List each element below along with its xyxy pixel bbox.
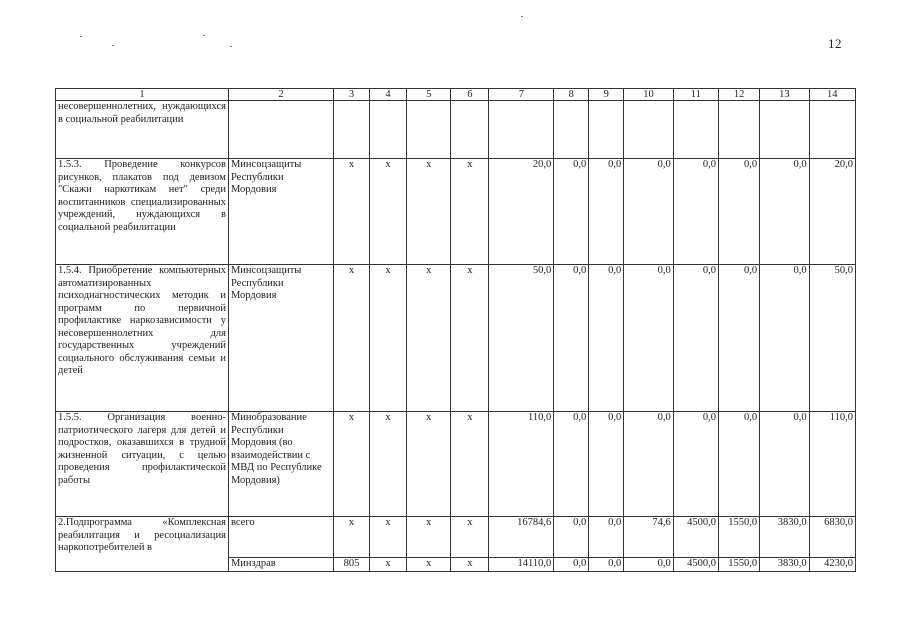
executor: всего <box>228 517 333 558</box>
table-cell <box>624 101 673 159</box>
col-header: 5 <box>407 89 451 101</box>
table-cell: 14110,0 <box>489 558 554 572</box>
col-header: 12 <box>719 89 760 101</box>
table-cell: х <box>451 265 489 412</box>
table-cell: 0,0 <box>554 159 589 265</box>
table-cell: 0,0 <box>719 265 760 412</box>
executor: Минздрав <box>228 558 333 572</box>
table-cell: 0,0 <box>760 159 809 265</box>
budget-table <box>55 88 856 572</box>
table-cell: 0,0 <box>760 412 809 517</box>
table-cell <box>370 101 407 159</box>
scan-speck <box>230 46 232 47</box>
table-cell: 0,0 <box>624 159 673 265</box>
table-cell <box>809 101 855 159</box>
table-cell: 0,0 <box>589 159 624 265</box>
table-cell: х <box>407 517 451 558</box>
table-cell: 0,0 <box>589 265 624 412</box>
col-header: 13 <box>760 89 809 101</box>
table-cell: 50,0 <box>489 265 554 412</box>
table-cell: 0,0 <box>624 412 673 517</box>
table-row <box>56 517 856 558</box>
table-cell: х <box>333 517 369 558</box>
table-cell <box>451 101 489 159</box>
scan-speck <box>112 45 114 46</box>
table-cell <box>760 101 809 159</box>
table-cell: 805 <box>333 558 369 572</box>
table-cell: 20,0 <box>809 159 855 265</box>
table-cell: 0,0 <box>624 558 673 572</box>
table-cell <box>554 101 589 159</box>
table-cell <box>589 101 624 159</box>
table-cell: 0,0 <box>589 558 624 572</box>
table-row <box>56 412 856 517</box>
table-cell: 0,0 <box>760 265 809 412</box>
table-cell: 0,0 <box>554 517 589 558</box>
table-cell: 0,0 <box>624 265 673 412</box>
table-cell: 0,0 <box>554 265 589 412</box>
col-header: 6 <box>451 89 489 101</box>
table-cell: х <box>370 159 407 265</box>
table-cell: 3830,0 <box>760 558 809 572</box>
table-cell: х <box>407 412 451 517</box>
table-row <box>56 159 856 265</box>
table-cell: 1550,0 <box>719 517 760 558</box>
table-cell <box>673 101 718 159</box>
table-cell: х <box>370 517 407 558</box>
table-cell: х <box>451 159 489 265</box>
col-header: 2 <box>228 89 333 101</box>
col-header: 4 <box>370 89 407 101</box>
measure-description: несовершеннолетних, нуждающихся в социальной реабилитации <box>56 101 229 159</box>
col-header: 9 <box>589 89 624 101</box>
table-cell <box>333 101 369 159</box>
table-cell: 4500,0 <box>673 558 718 572</box>
col-header: 1 <box>56 89 229 101</box>
executor: Минобразование Республики Мордовия (во взаимодействии с МВД по Республике Мордовия) <box>228 412 333 517</box>
col-header: 10 <box>624 89 673 101</box>
executor: Минсоцзащиты Республики Мордовия <box>228 159 333 265</box>
table-cell: х <box>370 265 407 412</box>
executor <box>228 101 333 159</box>
table-cell: х <box>370 558 407 572</box>
table-cell: 0,0 <box>554 558 589 572</box>
scan-speck <box>80 36 82 37</box>
table-row <box>56 101 856 159</box>
table-cell: х <box>407 558 451 572</box>
table-cell <box>489 101 554 159</box>
header-row <box>56 89 856 101</box>
executor: Минсоцзащиты Республики Мордовия <box>228 265 333 412</box>
col-header: 11 <box>673 89 718 101</box>
table-cell: х <box>451 558 489 572</box>
table-cell: х <box>407 265 451 412</box>
table-cell: 0,0 <box>719 412 760 517</box>
table-cell: х <box>451 517 489 558</box>
table-cell: х <box>370 412 407 517</box>
table-cell: х <box>333 159 369 265</box>
scan-speck <box>203 35 205 36</box>
measure-description: 1.5.3. Проведение конкурсов рисунков, плакатов под девизом "Скажи наркотикам нет" среди воспитанников специализированных учреждений, нуждающихся в социальной реабилитации <box>56 159 229 265</box>
page-number: 12 <box>828 36 842 51</box>
table-cell: х <box>333 265 369 412</box>
table-cell: 0,0 <box>673 412 718 517</box>
col-header: 14 <box>809 89 855 101</box>
table-cell: 0,0 <box>554 412 589 517</box>
table-cell: х <box>333 412 369 517</box>
table-cell: 4230,0 <box>809 558 855 572</box>
table-cell: 0,0 <box>589 412 624 517</box>
table-cell: 0,0 <box>673 265 718 412</box>
measure-description: 1.5.5. Организация военно-патриотического лагеря для детей и подростков, оказавшихся в трудной жизненной ситуации, с целью проведения профилактической работы <box>56 412 229 517</box>
table-cell: 0,0 <box>589 517 624 558</box>
col-header: 8 <box>554 89 589 101</box>
scan-speck <box>521 16 523 17</box>
table-cell <box>719 101 760 159</box>
subprogram-description: 2.Подпрограмма «Комплексная реабилитация и ресоциализация наркопотребителей в <box>56 517 229 572</box>
table-cell <box>407 101 451 159</box>
table-cell: 50,0 <box>809 265 855 412</box>
table-cell: х <box>451 412 489 517</box>
table-cell: 0,0 <box>673 159 718 265</box>
table-cell: 16784,6 <box>489 517 554 558</box>
table-cell: 3830,0 <box>760 517 809 558</box>
measure-description: 1.5.4. Приобретение компьютерных автоматизированных психодиагностических методик и программ по первичной профилактике наркозависимости у несовершеннолетних для государственных учреждений социального обслуживания семьи и детей <box>56 265 229 412</box>
table-cell: х <box>407 159 451 265</box>
table-cell: 6830,0 <box>809 517 855 558</box>
table-cell: 74,6 <box>624 517 673 558</box>
table-cell: 4500,0 <box>673 517 718 558</box>
table-cell: 20,0 <box>489 159 554 265</box>
col-header: 7 <box>489 89 554 101</box>
table-cell: 0,0 <box>719 159 760 265</box>
table-row <box>56 265 856 412</box>
table-cell: 110,0 <box>489 412 554 517</box>
table-cell: 110,0 <box>809 412 855 517</box>
table-cell: 1550,0 <box>719 558 760 572</box>
col-header: 3 <box>333 89 369 101</box>
